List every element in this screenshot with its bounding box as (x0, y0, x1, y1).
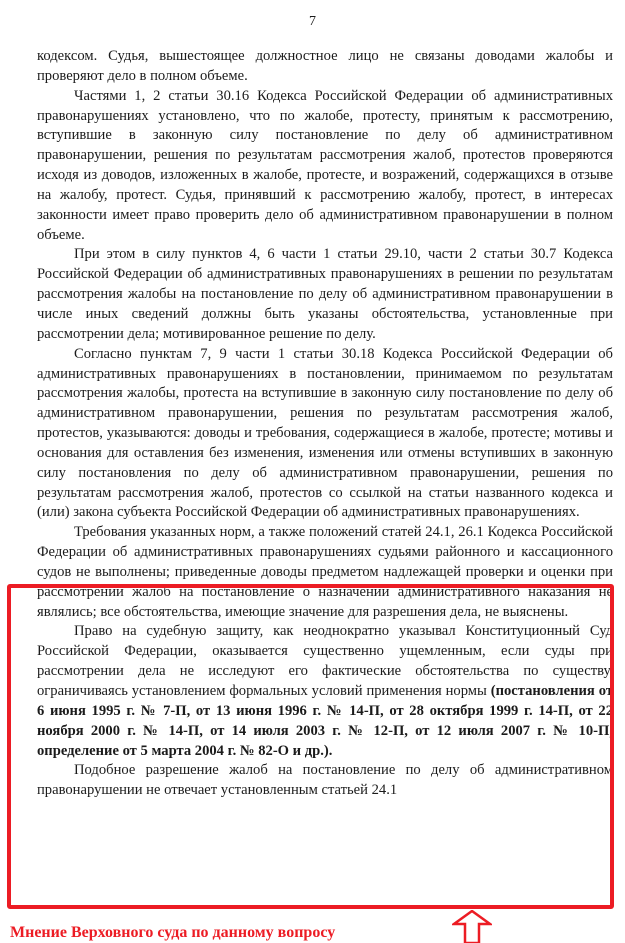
paragraph-text: Требования указанных норм, а также положений статей 24.1, 26.1 Кодекса Российской Федерации об административных правонарушениях судьями районного и кассационного судов не выполнены; приведенные доводы предметом надлежащей проверки и оценки при рассмотрении жалоб на постановление о назначении административного наказания не являлись; все обстоятельства, имеющие значение для разрешения дела, не выяснены. (37, 524, 613, 620)
citation-bold-text: (постановления от 6 июня 1995 г. № 7-П, от 13 июня 1996 г. № 14-П, от 28 октября 1999 г. 14-П, от 22 ноября 2000 г. № 14-П, от 14 июля 2003 г. № 12-П, от 12 июля 2007 г. № 10-П, определение от 5 марта 2004 г. № 82-О и др.). (37, 683, 613, 759)
paragraph-text: кодексом. Судья, вышестоящее должностное лицо не связаны доводами жалобы и проверяют дело в полном объеме. (37, 48, 613, 84)
paragraph-text: Частями 1, 2 статьи 30.16 Кодекса Российской Федерации об административных правонарушениях установлено, что по жалобе, протесту, принятым к рассмотрению, вступившие в законную силу постановление по делу об административном правонарушении, решения по результатам рассмотрения жалоб, протестов проверяются исходя из доводов, изложенных в жалобе, протесте, и возражений, содержащихся в отзыве на жалобу, протест. Судья, принявший к рассмотрению жалобу, протест, в интересах законности имеет право проверить дело об административном правонарушении в полном объеме. (37, 87, 613, 243)
paragraph (37, 523, 613, 622)
paragraph (37, 761, 613, 801)
paragraph (37, 345, 613, 524)
paragraph-text: При этом в силу пунктов 4, 6 части 1 статьи 29.10, части 2 статьи 30.7 Кодекса Российской Федерации об административных правонарушениях в решении по результатам рассмотрения жалобы на постановление по делу об административном правонарушении в числе иных сведений должны быть указаны обстоятельства, установленные при рассмотрении дела; мотивированное решение по делу. (37, 246, 613, 342)
up-arrow-icon (452, 910, 492, 943)
paragraph (37, 87, 613, 246)
paragraph (37, 622, 613, 761)
annotation-caption: Мнение Верховного суда по данному вопросу (10, 924, 336, 941)
paragraph-text: Право на судебную защиту, как неоднократно указывал Конституционный Суд Российской Федерации, оказывается существенно ущемленным, если суды при рассмотрении дела не исследуют его фактические обстоятельства по существу, ограничиваясь установлением формальных условий применения нормы (37, 623, 613, 699)
paragraph (37, 245, 613, 344)
paragraph (37, 47, 613, 87)
paragraph-text: Согласно пунктам 7, 9 части 1 статьи 30.18 Кодекса Российской Федерации об административных правонарушениях в постановлении, принимаемом по результатам рассмотрения жалобы, протеста на вступившие в законную силу постановление по делу об административном правонарушении, решения по результатам рассмотрения жалоб, протестов, указываются: доводы и требования, содержащиеся в жалобе, протесте; мотивы и основания для оставления без изменения, изменения или отмены вступивших в законную силу постановления по делу об административном правонарушении, решения по результатам рассмотрения жалоб, протестов со ссылкой на статьи названного кодекса и (или) закона субъекта Российской Федерации об административных правонарушениях. (37, 345, 613, 521)
document-body (0, 47, 625, 801)
page-number: 7 (309, 14, 316, 29)
paragraph-text: Подобное разрешение жалоб на постановление по делу об административном правонарушении не отвечает установленным статьей 24.1 (37, 762, 613, 799)
